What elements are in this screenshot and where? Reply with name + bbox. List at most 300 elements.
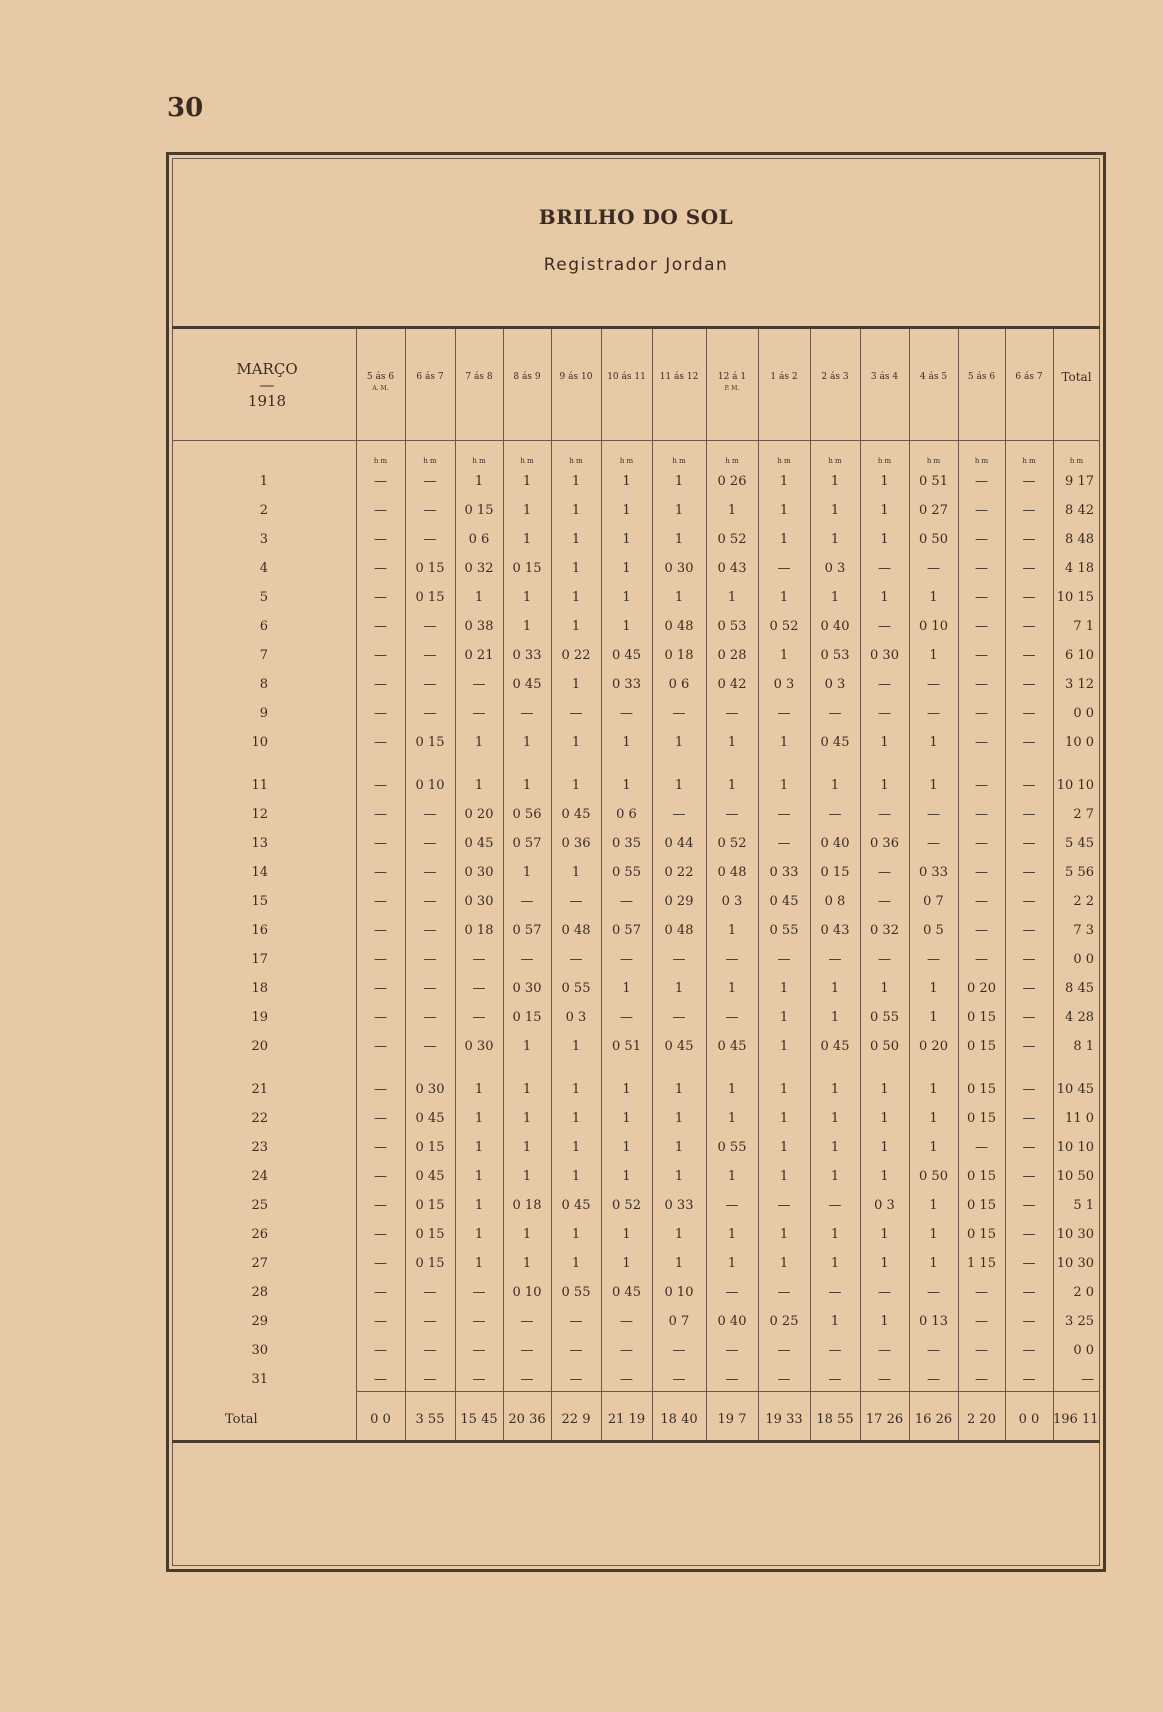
- table-cell: 0 51: [919, 474, 948, 489]
- unit-label: h m: [777, 457, 791, 465]
- table-cell: 1: [522, 474, 532, 489]
- table-cell: —: [1022, 590, 1036, 605]
- table-cell: 1: [571, 1140, 581, 1155]
- table-cell: 7 1: [1073, 619, 1094, 634]
- table-cell: —: [927, 677, 940, 692]
- table-cell: —: [1022, 1140, 1036, 1155]
- table-cell: —: [520, 1343, 534, 1358]
- table-cell: 0 7: [923, 894, 944, 909]
- table-cell: 0 48: [664, 923, 694, 938]
- table-cell: 1: [474, 1111, 484, 1126]
- day-label: 30: [251, 1343, 268, 1358]
- table-cell: —: [620, 1343, 633, 1358]
- table-cell: 1: [571, 865, 581, 880]
- table-cell: —: [777, 706, 791, 721]
- total-cell: 0 0: [370, 1412, 391, 1427]
- table-cell: 1: [674, 1169, 684, 1184]
- table-cell: —: [1022, 894, 1036, 909]
- table-cell: —: [672, 1372, 686, 1387]
- table-cell: 0 43: [820, 923, 850, 938]
- table-cell: 0 10: [919, 619, 948, 634]
- table-cell: —: [777, 1372, 791, 1387]
- table-cell: 0 6: [468, 532, 490, 547]
- table-cell: —: [878, 865, 891, 880]
- table-cell: 1: [880, 981, 889, 996]
- column-header: [455, 372, 503, 383]
- table-cell: 0 15: [464, 503, 494, 518]
- column-header-label: Total: [1061, 370, 1092, 384]
- table-cell: —: [927, 561, 940, 576]
- table-cell: 1: [880, 1082, 889, 1097]
- table-cell: —: [777, 1285, 791, 1300]
- table-cell: —: [927, 952, 940, 967]
- table-cell: —: [1022, 619, 1036, 634]
- total-cell: 16 26: [914, 1412, 953, 1427]
- table-cell: 0 44: [664, 836, 694, 851]
- total-cell: 2 20: [967, 1412, 996, 1427]
- table-cell: 0 10: [512, 1285, 542, 1300]
- unit-label: h m: [1022, 457, 1036, 465]
- table-cell: —: [975, 648, 988, 663]
- day-label: 7: [259, 648, 268, 663]
- table-cell: 1: [779, 1227, 789, 1242]
- table-cell: 1: [727, 778, 737, 793]
- table-cell: 0 45: [612, 648, 641, 663]
- table-cell: 10 30: [1056, 1227, 1094, 1242]
- table-cell: 0 30: [464, 865, 494, 880]
- table-cell: 0 45: [820, 735, 850, 750]
- table-cell: —: [975, 778, 988, 793]
- table-cell: —: [672, 1343, 686, 1358]
- day-label: 24: [251, 1169, 268, 1184]
- table-cell: —: [828, 1198, 842, 1213]
- column-header-label: 11 ás 12: [659, 372, 699, 382]
- table-cell: 1: [929, 981, 938, 996]
- table-cell: —: [878, 619, 891, 634]
- table-cell: 1: [727, 1227, 737, 1242]
- column-divider: [810, 329, 811, 1440]
- column-header: [958, 372, 1005, 383]
- table-cell: —: [1022, 1169, 1036, 1184]
- table-cell: —: [620, 1010, 633, 1025]
- table-cell: 1: [474, 1082, 484, 1097]
- table-cell: —: [423, 648, 437, 663]
- column-header-label: 4 ás 5: [919, 372, 948, 382]
- column-header-label: 10 ás 11: [607, 372, 646, 382]
- table-cell: 1: [929, 1198, 938, 1213]
- column-header-label: 2 ás 3: [821, 372, 849, 382]
- table-cell: 0 15: [512, 1010, 542, 1025]
- table-cell: —: [725, 807, 739, 822]
- total-cell: 3 55: [415, 1412, 445, 1427]
- table-cell: 0 15: [967, 1082, 996, 1097]
- column-header: [810, 372, 860, 383]
- table-cell: 1: [571, 677, 581, 692]
- table-cell: 0 33: [769, 865, 799, 880]
- table-cell: —: [975, 503, 988, 518]
- column-header-label: 12 á 1: [717, 372, 747, 382]
- table-cell: 1: [929, 1140, 938, 1155]
- table-cell: —: [423, 836, 437, 851]
- table-cell: 0 15: [967, 1039, 996, 1054]
- table-cell: —: [374, 1372, 387, 1387]
- table-cell: 0 52: [612, 1198, 641, 1213]
- total-cell: 18 55: [816, 1412, 854, 1427]
- table-cell: —: [520, 894, 534, 909]
- table-cell: 8 48: [1065, 532, 1094, 547]
- table-cell: 1: [880, 735, 889, 750]
- table-cell: —: [569, 706, 583, 721]
- table-cell: —: [374, 981, 387, 996]
- total-cell: 196 11: [1053, 1412, 1099, 1427]
- table-cell: —: [374, 952, 387, 967]
- table-cell: 1: [522, 1256, 532, 1271]
- table-cell: 8 1: [1073, 1039, 1094, 1054]
- table-cell: —: [1022, 923, 1036, 938]
- table-cell: 1: [522, 1140, 532, 1155]
- table-cell: 1: [474, 1227, 484, 1242]
- total-row-label: Total: [225, 1412, 258, 1427]
- table-cell: 1: [779, 1082, 789, 1097]
- column-header-label: 5 ás 6: [366, 372, 395, 382]
- table-cell: 4 18: [1065, 561, 1094, 576]
- table-cell: 1: [779, 1140, 789, 1155]
- table-cell: —: [828, 706, 842, 721]
- table-cell: —: [374, 836, 387, 851]
- table-cell: 0 55: [561, 1285, 591, 1300]
- table-cell: —: [374, 648, 387, 663]
- month-label: MARÇO: [236, 360, 298, 378]
- table-cell: 1: [571, 1169, 581, 1184]
- table-cell: —: [374, 503, 387, 518]
- table-cell: —: [569, 1372, 583, 1387]
- column-header: [356, 372, 405, 394]
- table-cell: —: [472, 952, 486, 967]
- table-cell: —: [472, 1314, 486, 1329]
- day-label: 4: [259, 561, 268, 576]
- table-cell: 1: [830, 981, 840, 996]
- table-cell: 1: [830, 1314, 840, 1329]
- table-cell: 0 0: [1073, 1343, 1094, 1358]
- table-cell: —: [472, 1010, 486, 1025]
- table-cell: —: [975, 952, 988, 967]
- table-cell: 1: [880, 1314, 889, 1329]
- table-cell: 8 42: [1065, 503, 1094, 518]
- table-cell: 1: [571, 561, 581, 576]
- day-label: 31: [251, 1372, 268, 1387]
- table-cell: 2 0: [1073, 1285, 1094, 1300]
- table-cell: 10 0: [1065, 735, 1094, 750]
- table-cell: 0 33: [664, 1198, 694, 1213]
- day-label: 1: [259, 474, 268, 489]
- table-cell: 0 10: [664, 1285, 694, 1300]
- column-header-label: 9 ás 10: [559, 372, 593, 382]
- table-cell: —: [374, 1082, 387, 1097]
- table-cell: 0 45: [561, 1198, 591, 1213]
- page-subtitle: Registrador Jordan: [543, 255, 729, 275]
- table-cell: 1: [674, 590, 684, 605]
- table-cell: 1: [830, 474, 840, 489]
- day-label: 12: [251, 807, 268, 822]
- day-label: 13: [251, 836, 268, 851]
- table-cell: 0 33: [612, 677, 641, 692]
- column-header-label: 8 ás 9: [513, 372, 541, 382]
- table-cell: 10 45: [1056, 1082, 1094, 1097]
- table-cell: —: [1081, 1372, 1094, 1387]
- day-label: 28: [251, 1285, 268, 1300]
- unit-label: h m: [877, 457, 892, 465]
- unit-label: h m: [974, 457, 989, 465]
- column-header: [601, 372, 652, 383]
- table-cell: 1: [880, 590, 889, 605]
- total-cell: 18 40: [660, 1412, 698, 1427]
- table-cell: 0 40: [820, 619, 850, 634]
- total-cell: 17 26: [865, 1412, 904, 1427]
- table-cell: 1: [779, 735, 789, 750]
- table-cell: 0 33: [512, 648, 542, 663]
- table-cell: 1: [622, 1111, 631, 1126]
- table-cell: 0 43: [717, 561, 747, 576]
- table-cell: 1: [474, 1256, 484, 1271]
- table-cell: 1: [929, 648, 938, 663]
- table-cell: 0 18: [512, 1198, 542, 1213]
- day-label: 27: [251, 1256, 268, 1271]
- table-cell: 6 10: [1065, 648, 1094, 663]
- day-label: 15: [251, 894, 268, 909]
- table-cell: —: [927, 836, 940, 851]
- table-cell: —: [1022, 778, 1036, 793]
- column-header: [652, 372, 706, 383]
- table-cell: 0 40: [717, 1314, 747, 1329]
- column-divider: [601, 329, 602, 1440]
- table-cell: —: [423, 1285, 437, 1300]
- column-divider: [860, 329, 861, 1440]
- table-cell: 1: [674, 1082, 684, 1097]
- table-cell: 9 17: [1065, 474, 1094, 489]
- table-cell: 0 15: [967, 1010, 996, 1025]
- table-cell: 0 55: [769, 923, 799, 938]
- table-cell: 0 18: [664, 648, 694, 663]
- table-cell: 1: [830, 778, 840, 793]
- table-cell: 1: [622, 619, 631, 634]
- table-cell: 0 57: [512, 836, 542, 851]
- unit-label: h m: [725, 457, 739, 465]
- table-cell: —: [374, 1343, 387, 1358]
- table-cell: —: [927, 706, 940, 721]
- table-cell: —: [374, 1198, 387, 1213]
- table-cell: —: [472, 1285, 486, 1300]
- table-cell: —: [423, 532, 437, 547]
- table-cell: —: [374, 1256, 387, 1271]
- table-cell: —: [927, 1343, 940, 1358]
- table-cell: 1: [522, 735, 532, 750]
- table-cell: —: [1022, 836, 1036, 851]
- table-cell: —: [777, 836, 791, 851]
- table-cell: —: [374, 1169, 387, 1184]
- table-cell: 1: [571, 1082, 581, 1097]
- table-cell: 0 5: [923, 923, 944, 938]
- table-cell: 1: [622, 1140, 631, 1155]
- table-cell: —: [472, 1343, 486, 1358]
- table-cell: —: [1022, 648, 1036, 663]
- table-cell: 1: [830, 532, 840, 547]
- table-cell: —: [975, 561, 988, 576]
- table-cell: 0 30: [464, 894, 494, 909]
- table-cell: —: [975, 865, 988, 880]
- column-header-label: 5 ás 6: [967, 372, 996, 382]
- table-cell: 1: [474, 590, 484, 605]
- table-cell: —: [569, 1314, 583, 1329]
- table-cell: 0 32: [870, 923, 899, 938]
- table-cell: 1: [727, 1082, 737, 1097]
- table-cell: 0 15: [415, 735, 445, 750]
- table-cell: —: [374, 561, 387, 576]
- table-cell: —: [374, 807, 387, 822]
- table-cell: —: [520, 706, 534, 721]
- table-cell: 0 0: [1073, 952, 1094, 967]
- table-cell: —: [725, 1343, 739, 1358]
- table-cell: —: [725, 1285, 739, 1300]
- table-cell: —: [423, 894, 437, 909]
- table-cell: —: [828, 807, 842, 822]
- table-cell: —: [777, 1343, 791, 1358]
- table-cell: —: [927, 807, 940, 822]
- table-cell: —: [423, 1372, 437, 1387]
- table-cell: 0 25: [769, 1314, 799, 1329]
- table-cell: —: [975, 807, 988, 822]
- column-header: [503, 372, 551, 383]
- column-divider: [455, 329, 456, 1440]
- unit-label: h m: [520, 457, 534, 465]
- table-cell: —: [374, 923, 387, 938]
- table-cell: 0 21: [464, 648, 494, 663]
- table-cell: —: [975, 677, 988, 692]
- table-cell: —: [1022, 981, 1036, 996]
- total-cell: 20 36: [508, 1412, 546, 1427]
- table-cell: 0 55: [561, 981, 591, 996]
- day-label: 22: [251, 1111, 268, 1126]
- table-cell: 0 45: [664, 1039, 694, 1054]
- table-cell: —: [777, 952, 791, 967]
- table-cell: —: [975, 590, 988, 605]
- table-cell: 1: [779, 778, 789, 793]
- table-cell: 0 45: [512, 677, 542, 692]
- table-cell: 1: [522, 1227, 532, 1242]
- table-cell: 1: [727, 735, 737, 750]
- table-cell: 0 32: [464, 561, 494, 576]
- table-cell: —: [1022, 1082, 1036, 1097]
- table-cell: 1: [474, 1169, 484, 1184]
- table-cell: 0 48: [561, 923, 591, 938]
- table-cell: —: [620, 1372, 633, 1387]
- table-bottom-rule: [172, 1440, 1100, 1443]
- total-rule: [356, 1391, 1100, 1392]
- table-cell: 1: [522, 532, 532, 547]
- table-cell: —: [725, 706, 739, 721]
- table-cell: —: [520, 952, 534, 967]
- table-cell: —: [1022, 807, 1036, 822]
- table-cell: 0 15: [967, 1111, 996, 1126]
- table-cell: 0 42: [717, 677, 747, 692]
- table-cell: 0 50: [919, 532, 948, 547]
- column-header: [551, 372, 601, 383]
- table-cell: 1: [830, 1227, 840, 1242]
- table-cell: —: [423, 706, 437, 721]
- table-cell: 0 6: [616, 807, 637, 822]
- column-header: [758, 372, 810, 383]
- table-cell: —: [472, 981, 486, 996]
- table-cell: 4 28: [1065, 1010, 1094, 1025]
- table-cell: —: [423, 807, 437, 822]
- table-cell: 1: [622, 1169, 631, 1184]
- table-cell: 0 33: [919, 865, 948, 880]
- column-divider: [356, 329, 357, 1440]
- table-cell: 1: [880, 532, 889, 547]
- table-cell: 0 0: [1073, 706, 1094, 721]
- table-cell: 1: [830, 1111, 840, 1126]
- day-label: 3: [259, 532, 268, 547]
- table-cell: 1: [571, 1039, 581, 1054]
- column-divider: [958, 329, 959, 1440]
- table-cell: —: [777, 1198, 791, 1213]
- table-cell: 1: [727, 1111, 737, 1126]
- table-cell: —: [878, 1285, 891, 1300]
- day-label: 10: [251, 735, 268, 750]
- table-cell: —: [374, 1227, 387, 1242]
- table-cell: 1: [929, 1227, 938, 1242]
- unit-label: h m: [619, 457, 634, 465]
- day-label: 6: [259, 619, 268, 634]
- table-cell: —: [1022, 561, 1036, 576]
- table-cell: —: [878, 677, 891, 692]
- table-cell: 0 30: [415, 1082, 445, 1097]
- table-cell: 0 3: [773, 677, 795, 692]
- table-cell: 0 15: [967, 1227, 996, 1242]
- table-cell: —: [569, 1343, 583, 1358]
- column-header-label: 1 ás 2: [770, 372, 798, 382]
- unit-label: h m: [373, 457, 388, 465]
- unit-label: h m: [472, 457, 486, 465]
- table-cell: 0 20: [464, 807, 494, 822]
- table-cell: —: [878, 1343, 891, 1358]
- table-cell: 1: [880, 474, 889, 489]
- table-cell: 0 15: [415, 590, 445, 605]
- table-cell: —: [975, 1140, 988, 1155]
- table-cell: 1: [880, 1256, 889, 1271]
- table-cell: 1: [880, 503, 889, 518]
- table-cell: 0 15: [415, 1256, 445, 1271]
- table-cell: —: [1022, 1372, 1036, 1387]
- column-divider: [1053, 329, 1054, 1440]
- table-cell: —: [1022, 503, 1036, 518]
- table-cell: —: [423, 1314, 437, 1329]
- table-cell: —: [672, 807, 686, 822]
- table-cell: 0 13: [919, 1314, 948, 1329]
- column-divider: [758, 329, 759, 1440]
- table-cell: —: [569, 894, 583, 909]
- table-cell: —: [1022, 1285, 1036, 1300]
- column-header: [909, 372, 958, 383]
- table-cell: 10 50: [1056, 1169, 1094, 1184]
- table-cell: 1: [779, 1010, 789, 1025]
- table-cell: 1: [522, 1039, 532, 1054]
- table-cell: 0 15: [512, 561, 542, 576]
- table-cell: 1: [622, 532, 631, 547]
- day-label: 8: [259, 677, 268, 692]
- table-cell: —: [1022, 1111, 1036, 1126]
- table-cell: —: [975, 735, 988, 750]
- table-cell: 1 15: [967, 1256, 996, 1271]
